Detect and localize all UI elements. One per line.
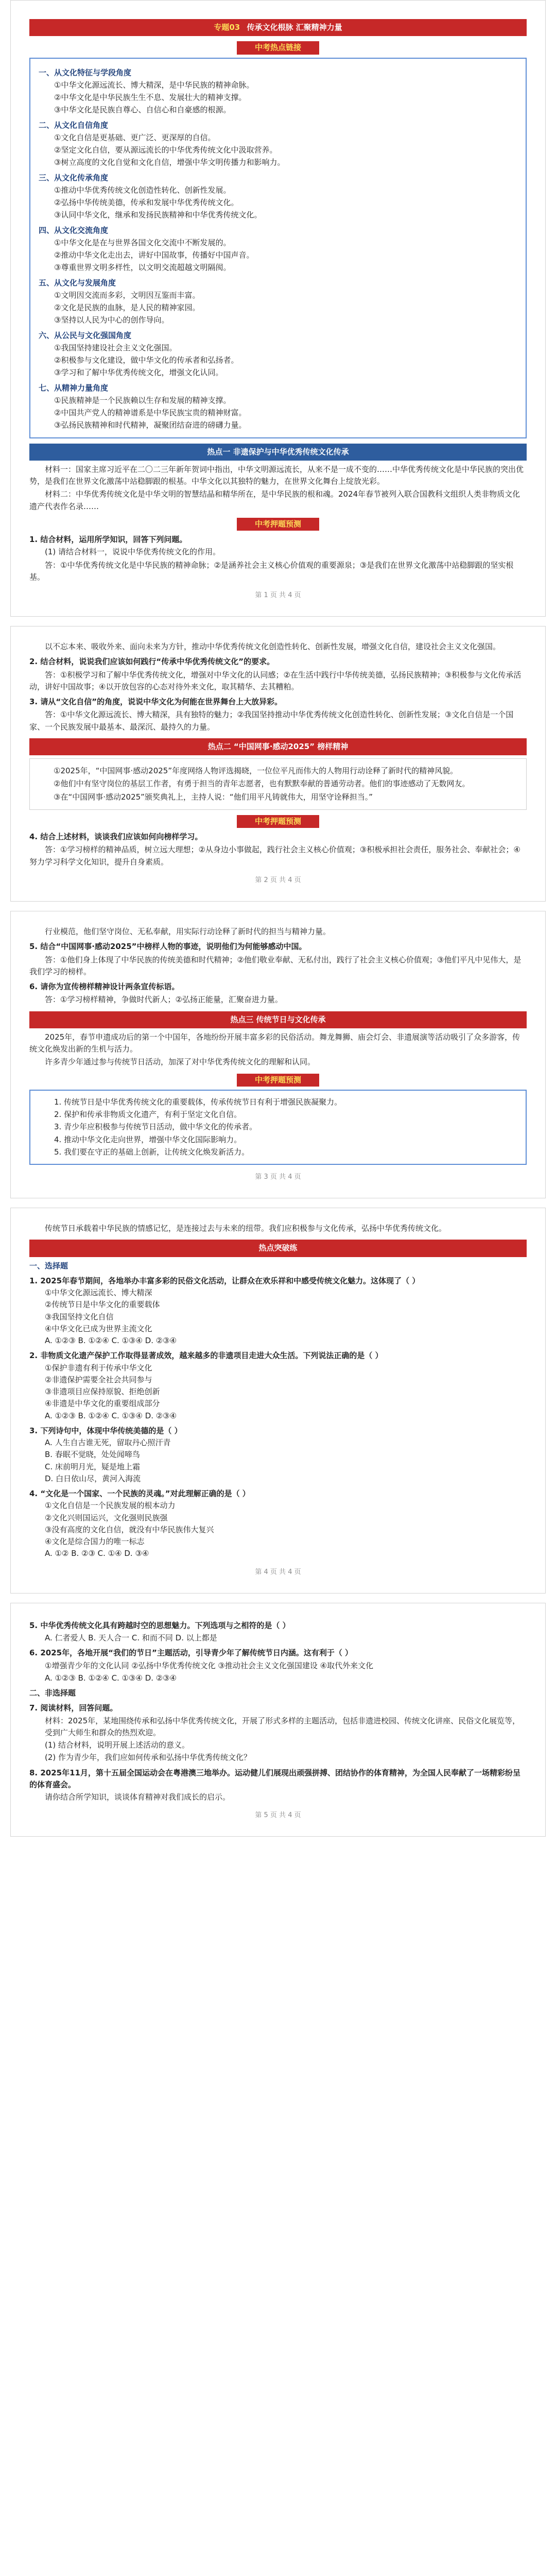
question-text: (1) 结合材料，说明开展上述活动的意义。	[45, 1740, 190, 1750]
outline-item: ②弘扬中华传统美德，传承和发展中华优秀传统文化。	[54, 198, 239, 207]
answer-text: 答：①学习榜样的精神品质，树立远大理想；②从身边小事做起，践行社会主义核心价值观；③积极承担社会责任，服务社会、奉献社会；④努力学习科学文化知识，提升自身素质。	[29, 845, 520, 867]
outline-item: ③学习和了解中华优秀传统文化，增强文化认同。	[54, 368, 223, 378]
question-text: ①增强青少年的文化认同 ②弘扬中华优秀传统文化 ③推动社会主义文化强国建设 ④取代外来文化	[45, 1660, 374, 1670]
page-number: 第 2 页 共 4 页	[255, 876, 301, 884]
mcq-list	[29, 1275, 527, 1560]
outline-item: ③中华文化是民族自尊心、自信心和自豪感的根源。	[54, 105, 231, 115]
mcq-option: ②文化兴则国运兴，文化强则民族强	[45, 1513, 168, 1522]
question: 4. 结合上述材料，谈谈我们应该如何向榜样学习。	[29, 832, 203, 842]
question: 5. 结合“中国网事·感动2025”中榜样人物的事迹，说明他们为何能够感动中国。	[29, 942, 307, 952]
section-band: 热点一 非遗保护与中华优秀传统文化传承	[29, 444, 527, 461]
mcq-option: C. 床前明月光，疑是地上霜	[45, 1462, 141, 1471]
question-text: 材料：2025年，某地围绕传承和弘扬中华优秀传统文化，开展了形式多样的主题活动，包括非遗进校园、传统文化讲座、民俗文化展览等，受到广大师生和群众的热烈欢迎。	[45, 1716, 520, 1737]
page-number: 第 1 页 共 4 页	[255, 591, 301, 599]
outline-item: ①文明因交流而多彩，文明因互鉴而丰富。	[54, 290, 200, 300]
body-text: 以不忘本来、吸收外来、面向未来为方针，推动中华优秀传统文化创造性转化、创新性发展，增强文化自信，建设社会主义文化强国。	[45, 642, 501, 652]
mcq-option: ③我国坚持文化自信	[45, 1312, 114, 1321]
question-text: 7. 阅读材料，回答问题。	[29, 1703, 118, 1713]
page-4	[10, 1208, 546, 1594]
mcq-option: B. 春眠不觉晓，处处闻啼鸟	[45, 1450, 140, 1460]
outline-heading: 一、从文化特征与学段角度	[39, 67, 132, 77]
question-text: (2) 作为青少年，我们应如何传承和弘扬中华优秀传统文化？	[45, 1753, 252, 1762]
mcq-option: A. 人生自古谁无死，留取丹心照汗青	[45, 1438, 171, 1448]
question-text: A. 仁者爱人 B. 天人合一 C. 和而不同 D. 以上都是	[45, 1633, 217, 1643]
body-text: 传统节日承载着中华民族的情感记忆，是连接过去与未来的纽带。我们应积极参与文化传承，弘扬中华优秀传统文化。	[45, 1224, 447, 1233]
outline-item: ②积极参与文化建设，做中华文化的传承者和弘扬者。	[54, 355, 239, 365]
outline-item: ①中华文化源远流长、博大精深，是中华民族的精神命脉。	[54, 80, 254, 90]
question: 1. 结合材料，运用所学知识，回答下列问题。	[29, 535, 187, 544]
material-text: ①2025年，“中国网事·感动2025”年度网络人物评选揭晓，一位位平凡而伟大的人物用行动诠释了新时代的精神风貌。	[54, 766, 458, 776]
outline-heading: 五、从文化与发展角度	[39, 278, 116, 287]
page-number: 第 3 页 共 4 页	[255, 1173, 301, 1181]
outline-item: ③尊重世界文明多样性，以文明交流超越文明隔阂。	[54, 263, 231, 273]
outline-heading: 六、从公民与文化强国角度	[39, 330, 132, 340]
mcq-option: ④中华文化已成为世界主流文化	[45, 1324, 152, 1333]
point-item: 4. 推动中华文化走向世界，增强中华文化国际影响力。	[54, 1134, 242, 1144]
page-5	[10, 1603, 546, 1837]
outline-item: ①民族精神是一个民族赖以生存和发展的精神支撑。	[54, 395, 231, 405]
mcq-question: 2. 非物质文化遗产保护工作取得显著成效，越来越多的非遗项目走进大众生活。下列说法正确的是（ ）	[29, 1351, 383, 1361]
mcq-question: 1. 2025年春节期间，各地举办丰富多彩的民俗文化活动，让群众在欢乐祥和中感受传统文化魅力。这体现了（ ）	[29, 1276, 420, 1285]
answer-text: 答：①学习榜样精神，争做时代新人；②弘扬正能量，汇聚奋进力量。	[45, 995, 283, 1005]
outline-item: ③弘扬民族精神和时代精神，凝聚团结奋进的磅礴力量。	[54, 420, 247, 430]
mcq-choices: A. ①②③ B. ①②④ C. ①③④ D. ②③④	[45, 1411, 177, 1420]
material-text: 材料一：国家主席习近平在二〇二三年新年贺词中指出，中华文明源远流长，从来不是一成不变的……中华优秀传统文化是中华民族的突出优势，是我们在世界文化激荡中站稳脚跟的根基。中华文化以其独特的魅力，在世界文化舞台上绽放光彩。	[29, 464, 524, 486]
section-tag: 中考押题预测	[237, 815, 319, 828]
mcq-question: 3. 下列诗句中，体现中华传统美德的是（ ）	[29, 1426, 182, 1435]
title-banner	[29, 19, 527, 36]
outline-box	[29, 58, 527, 438]
outline-item: ②中国共产党人的精神谱系是中华民族宝贵的精神财富。	[54, 408, 247, 417]
outline-heading: 二、从文化自信角度	[39, 120, 109, 130]
answer-text: 答：①中华优秀传统文化是中华民族的精神命脉；②是涵养社会主义核心价值观的重要源泉；③是我们在世界文化激荡中站稳脚跟的坚实根基。	[29, 560, 514, 582]
section-band: 热点突破练	[29, 1240, 527, 1257]
question-text: 8. 2025年11月，第十五届全国运动会在粤港澳三地举办。运动健儿们展现出顽强拼搏、团结协作的体育精神，为全国人民奉献了一场精彩纷呈的体育盛会。	[29, 1768, 520, 1789]
mcq-option: ④文化是综合国力的唯一标志	[45, 1537, 145, 1547]
mcq-option: ①中华文化源远流长、博大精深	[45, 1288, 152, 1298]
outline-heading: 七、从精神力量角度	[39, 383, 109, 393]
page-3	[10, 911, 546, 1198]
question: 6. 请你为宣传榜样精神设计两条宣传标语。	[29, 982, 180, 992]
outline-item: ①推动中华优秀传统文化创造性转化、创新性发展。	[54, 185, 231, 195]
body-text: 行业模范，他们坚守岗位、无私奉献，用实际行动诠释了新时代的担当与精神力量。	[45, 927, 331, 937]
question-text: 请你结合所学知识，谈谈体育精神对我们成长的启示。	[45, 1792, 231, 1802]
section-tag: 中考押题预测	[237, 518, 319, 531]
title-prefix: 专题03	[214, 23, 240, 32]
section-band: 热点三 传统节日与文化传承	[29, 1011, 527, 1028]
page-2	[10, 626, 546, 902]
mcq-option: D. 白日依山尽，黄河入海流	[45, 1473, 141, 1483]
point-item: 2. 保护和传承非物质文化遗产，有利于坚定文化自信。	[54, 1110, 242, 1120]
question-text: A. ①②③ B. ①②④ C. ①③④ D. ②③④	[45, 1673, 177, 1683]
question: 3. 请从“文化自信”的角度，说说中华文化为何能在世界舞台上大放异彩。	[29, 697, 283, 707]
outline-item: ③认同中华文化，继承和发扬民族精神和中华优秀传统文化。	[54, 210, 262, 220]
mcq-choices: A. ①②③ B. ①②④ C. ①③④ D. ②③④	[45, 1336, 177, 1346]
answer-text: 答：①中华文化源远流长、博大精深，具有独特的魅力；②我国坚持推动中华优秀传统文化创造性转化、创新性发展；③文化自信是一个国家、一个民族发展中最基本、最深沉、最持久的力量。	[29, 710, 514, 732]
outline-item: ①我国坚持建设社会主义文化强国。	[54, 343, 177, 352]
question: 2. 结合材料，说说我们应该如何践行“传承中华优秀传统文化”的要求。	[29, 657, 275, 667]
page-1	[10, 0, 546, 617]
section-band: 热点二 “中国网事·感动2025” 榜样精神	[29, 738, 527, 755]
outline-item: ①中华文化是在与世界各国文化交流中不断发展的。	[54, 238, 231, 247]
question-list	[29, 1620, 527, 1804]
material-text: 2025年，春节申遗成功后的第一个中国年，各地纷纷开展丰富多彩的民俗活动。舞龙舞狮、庙会灯会、非遗展演等活动吸引了众多游客，传统文化焕发出新的生机与活力。	[29, 1032, 520, 1054]
material-text: 许多青少年通过参与传统节日活动，加深了对中华优秀传统文化的理解和认同。	[45, 1057, 316, 1067]
answer-text: 答：①积极学习和了解中华优秀传统文化，增强对中华文化的认同感；②在生活中践行中华传统美德，弘扬民族精神；③积极参与文化传承活动，讲好中国故事；④以开放包容的心态对待外来文化，取其精华、去其糟粕。	[29, 670, 522, 691]
outline-item: ②推动中华文化走出去，讲好中国故事，传播好中国声音。	[54, 250, 254, 260]
section-tag: 中考押题预测	[237, 1074, 319, 1087]
mcq-option: ①文化自信是一个民族发展的根本动力	[45, 1501, 176, 1511]
outline-heading: 三、从文化传承角度	[39, 173, 109, 182]
material-box	[29, 758, 527, 810]
point-item: 1. 传统节日是中华优秀传统文化的重要载体，传承传统节日有利于增强民族凝聚力。	[54, 1097, 342, 1107]
outline-item: ②中华文化是中华民族生生不息、发展壮大的精神支撑。	[54, 93, 247, 102]
outline-item: ③坚持以人民为中心的创作导向。	[54, 315, 169, 325]
outline-item: ②坚定文化自信，要从源远流长的中华优秀传统文化中汲取营养。	[54, 145, 277, 155]
mcq-option: ③没有高度的文化自信，就没有中华民族伟大复兴	[45, 1524, 214, 1534]
subtitle-tag: 中考热点链接	[237, 41, 319, 54]
material-text: ③在“中国网事·感动2025”颁奖典礼上，主持人说：“他们用平凡铸就伟大，用坚守诠释担当。”	[54, 792, 373, 802]
point-item: 3. 青少年应积极参与传统节日活动，做中华文化的传承者。	[54, 1122, 257, 1132]
outline-item: ②文化是民族的血脉，是人民的精神家园。	[54, 303, 200, 312]
section-heading: 一、选择题	[29, 1261, 68, 1270]
mcq-question: 4. “文化是一个国家、一个民族的灵魂。”对此理解正确的是（ ）	[29, 1489, 250, 1499]
page-number: 第 4 页 共 4 页	[255, 1568, 301, 1576]
point-box	[29, 1090, 527, 1165]
mcq-option: ①保护非遗有利于传承中华文化	[45, 1363, 152, 1372]
mcq-option: ②传统节日是中华文化的重要载体	[45, 1300, 160, 1310]
page-number: 第 5 页 共 4 页	[255, 1811, 301, 1820]
question-text: 6. 2025年，各地开展“我们的节日”主题活动，引导青少年了解传统节日内涵。这有利于（ ）	[29, 1648, 353, 1658]
mcq-option: ②非遗保护需要全社会共同参与	[45, 1375, 152, 1384]
mcq-option: ③非遗项目应保持原貌、拒绝创新	[45, 1387, 160, 1397]
question-text: 5. 中华优秀传统文化具有跨越时空的思想魅力。下列选项与之相符的是（ ）	[29, 1620, 290, 1630]
material-text: 材料二：中华优秀传统文化是中华文明的智慧结晶和精华所在，是中华民族的根和魂。2024年春节被列入联合国教科文组织人类非物质文化遗产代表作名录……	[29, 489, 520, 511]
sub-question: (1) 请结合材料一，说说中华优秀传统文化的作用。	[45, 547, 221, 557]
outline-heading: 四、从文化交流角度	[39, 225, 109, 235]
point-item: 5. 我们要在守正的基础上创新，让传统文化焕发新活力。	[54, 1147, 250, 1157]
mcq-option: ④非遗是中华文化的重要组成部分	[45, 1399, 160, 1409]
outline-item: ①文化自信是更基础、更广泛、更深厚的自信。	[54, 132, 216, 142]
question-text: 二、非选择题	[29, 1688, 76, 1698]
title-main: 传承文化根脉 汇聚精神力量	[247, 23, 342, 32]
mcq-choices: A. ①② B. ②③ C. ①④ D. ③④	[45, 1549, 149, 1558]
outline-item: ③树立高度的文化自觉和文化自信，增强中华文明传播力和影响力。	[54, 158, 285, 167]
answer-text: 答：①他们身上体现了中华民族的传统美德和时代精神；②他们敬业奉献、无私付出，践行了社会主义核心价值观；③他们平凡中见伟大，是我们学习的榜样。	[29, 955, 522, 976]
material-text: ②他们中有坚守岗位的基层工作者，有勇于担当的青年志愿者，也有默默奉献的普通劳动者。他们的事迹感动了无数网友。	[54, 779, 470, 789]
